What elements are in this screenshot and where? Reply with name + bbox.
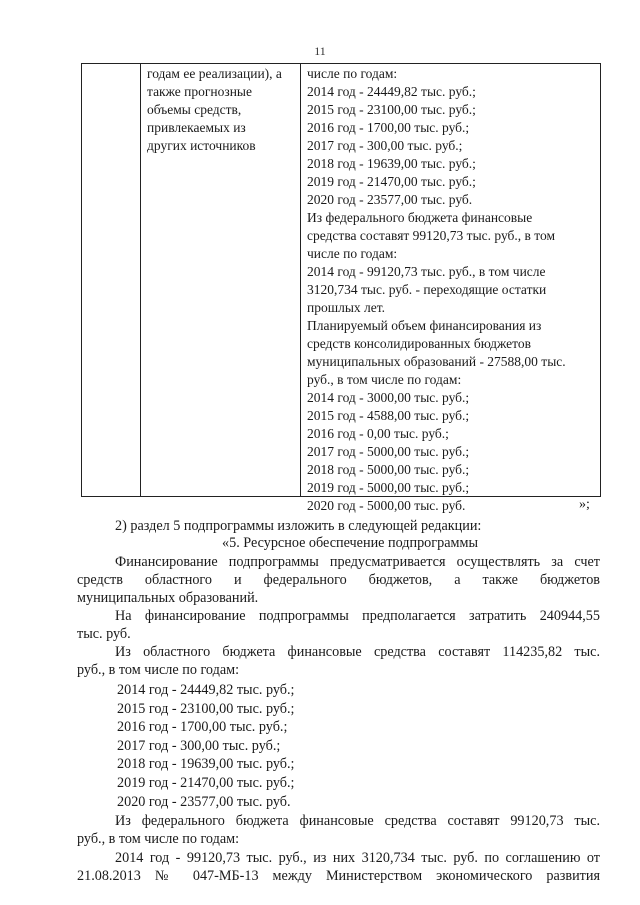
paragraph-line: тыс. руб. (77, 626, 131, 643)
table-cell-line: числе по годам: (307, 246, 398, 261)
paragraph-line: 21.08.2013 № 047-МБ-13 между Министерством экономического развития (77, 868, 600, 885)
table-cell-line: 2014 год - 99120,73 тыс. руб., в том числе (307, 264, 546, 279)
funding-table (81, 63, 601, 513)
table-cell-line: руб., в том числе по годам: (307, 372, 462, 387)
list-item: 2018 год - 19639,00 тыс. руб.; (117, 756, 295, 773)
paragraph-line: Из федерального бюджета финансовые средства составят 99120,73 тыс. (115, 813, 600, 829)
page-number: 11 (314, 44, 326, 58)
table-cell-line: объемы средств, (147, 102, 242, 117)
regional-years-list (117, 681, 295, 811)
table-cell-line: 2019 год - 21470,00 тыс. руб.; (307, 174, 476, 189)
list-item: 2019 год - 21470,00 тыс. руб.; (117, 774, 295, 791)
table-cell-line: муниципальных образований - 27588,00 тыс. (307, 354, 566, 369)
table-cell-line: 2014 год - 24449,82 тыс. руб.; (307, 84, 476, 99)
list-item: 2017 год - 300,00 тыс. руб.; (117, 737, 281, 754)
table-cell-line: 3120,734 тыс. руб. - переходящие остатки (307, 282, 547, 297)
list-item: 2020 год - 23577,00 тыс. руб. (117, 793, 291, 810)
table-cell-line: годам ее реализации), а (147, 66, 282, 81)
table-cell-line: 2015 год - 23100,00 тыс. руб.; (307, 102, 476, 117)
table-cell-line: средств консолидированных бюджетов (307, 336, 531, 351)
paragraph-line: муниципальных образований. (77, 590, 259, 607)
item-2-text: 2) раздел 5 подпрограммы изложить в следующей редакции: (115, 518, 482, 534)
table-cell-line: 2018 год - 5000,00 тыс. руб.; (307, 462, 470, 477)
table-cell-line: 2018 год - 19639,00 тыс. руб.; (307, 156, 476, 171)
table-cell-line: 2014 год - 3000,00 тыс. руб.; (307, 390, 470, 405)
section-heading: «5. Ресурсное обеспечение подпрограммы (222, 535, 478, 551)
paragraph-line: На финансирование подпрограммы предполагается затратить 240944,55 (115, 608, 600, 624)
table-cell-line: других источников (147, 138, 256, 153)
list-item: 2015 год - 23100,00 тыс. руб.; (117, 700, 295, 717)
table-cell-line: 2016 год - 1700,00 тыс. руб.; (307, 120, 470, 135)
table-cell-line: 2017 год - 300,00 тыс. руб.; (307, 138, 463, 153)
paragraph-financing-sources (77, 553, 600, 608)
paragraph-regional-budget (77, 643, 600, 679)
table-cell-line: числе по годам: (307, 66, 398, 81)
list-item: 2014 год - 24449,82 тыс. руб.; (117, 682, 295, 698)
table-cell-line: 2019 год - 5000,00 тыс. руб.; (307, 480, 470, 495)
table-cell-line: прошлых лет. (307, 300, 386, 315)
table-col-name (141, 64, 301, 496)
paragraph-federal-2014 (77, 849, 600, 885)
closing-quote: »; (579, 497, 590, 512)
table-cell-line: 2017 год - 5000,00 тыс. руб.; (307, 444, 470, 459)
paragraph-line: 2014 год - 99120,73 тыс. руб., из них 3120,734 тыс. руб. по соглашению от (115, 850, 600, 866)
paragraph-line: Из областного бюджета финансовые средства составят 114235,82 тыс. (115, 644, 600, 660)
table-cell-line: Планируемый объем финансирования из (307, 318, 542, 333)
table-cell-line: Из федерального бюджета финансовые (307, 210, 533, 225)
table-col-value (301, 64, 600, 513)
table-cell-line: привлекаемых из (147, 120, 246, 135)
paragraph-line: руб., в том числе по годам: (77, 662, 240, 679)
table-cell-line: 2015 год - 4588,00 тыс. руб.; (307, 408, 470, 423)
paragraph-line: Финансирование подпрограммы предусматривается осуществлять за счет (115, 554, 600, 570)
paragraph-federal-budget (77, 812, 600, 848)
table-cell-line: 2016 год - 0,00 тыс. руб.; (307, 426, 449, 441)
list-item: 2016 год - 1700,00 тыс. руб.; (117, 719, 288, 736)
table-col-number (82, 64, 141, 496)
table-cell-line: также прогнозные (147, 84, 252, 99)
table-cell-line: 2020 год - 5000,00 тыс. руб. (307, 498, 466, 513)
table-cell-line: 2020 год - 23577,00 тыс. руб. (307, 192, 473, 207)
table-cell-line: средства составят 99120,73 тыс. руб., в том (307, 228, 556, 243)
paragraph-line: руб., в том числе по годам: (77, 831, 240, 848)
paragraph-line: средств областного и федерального бюджетов, а также бюджетов (77, 572, 600, 589)
paragraph-total-amount (77, 607, 600, 643)
